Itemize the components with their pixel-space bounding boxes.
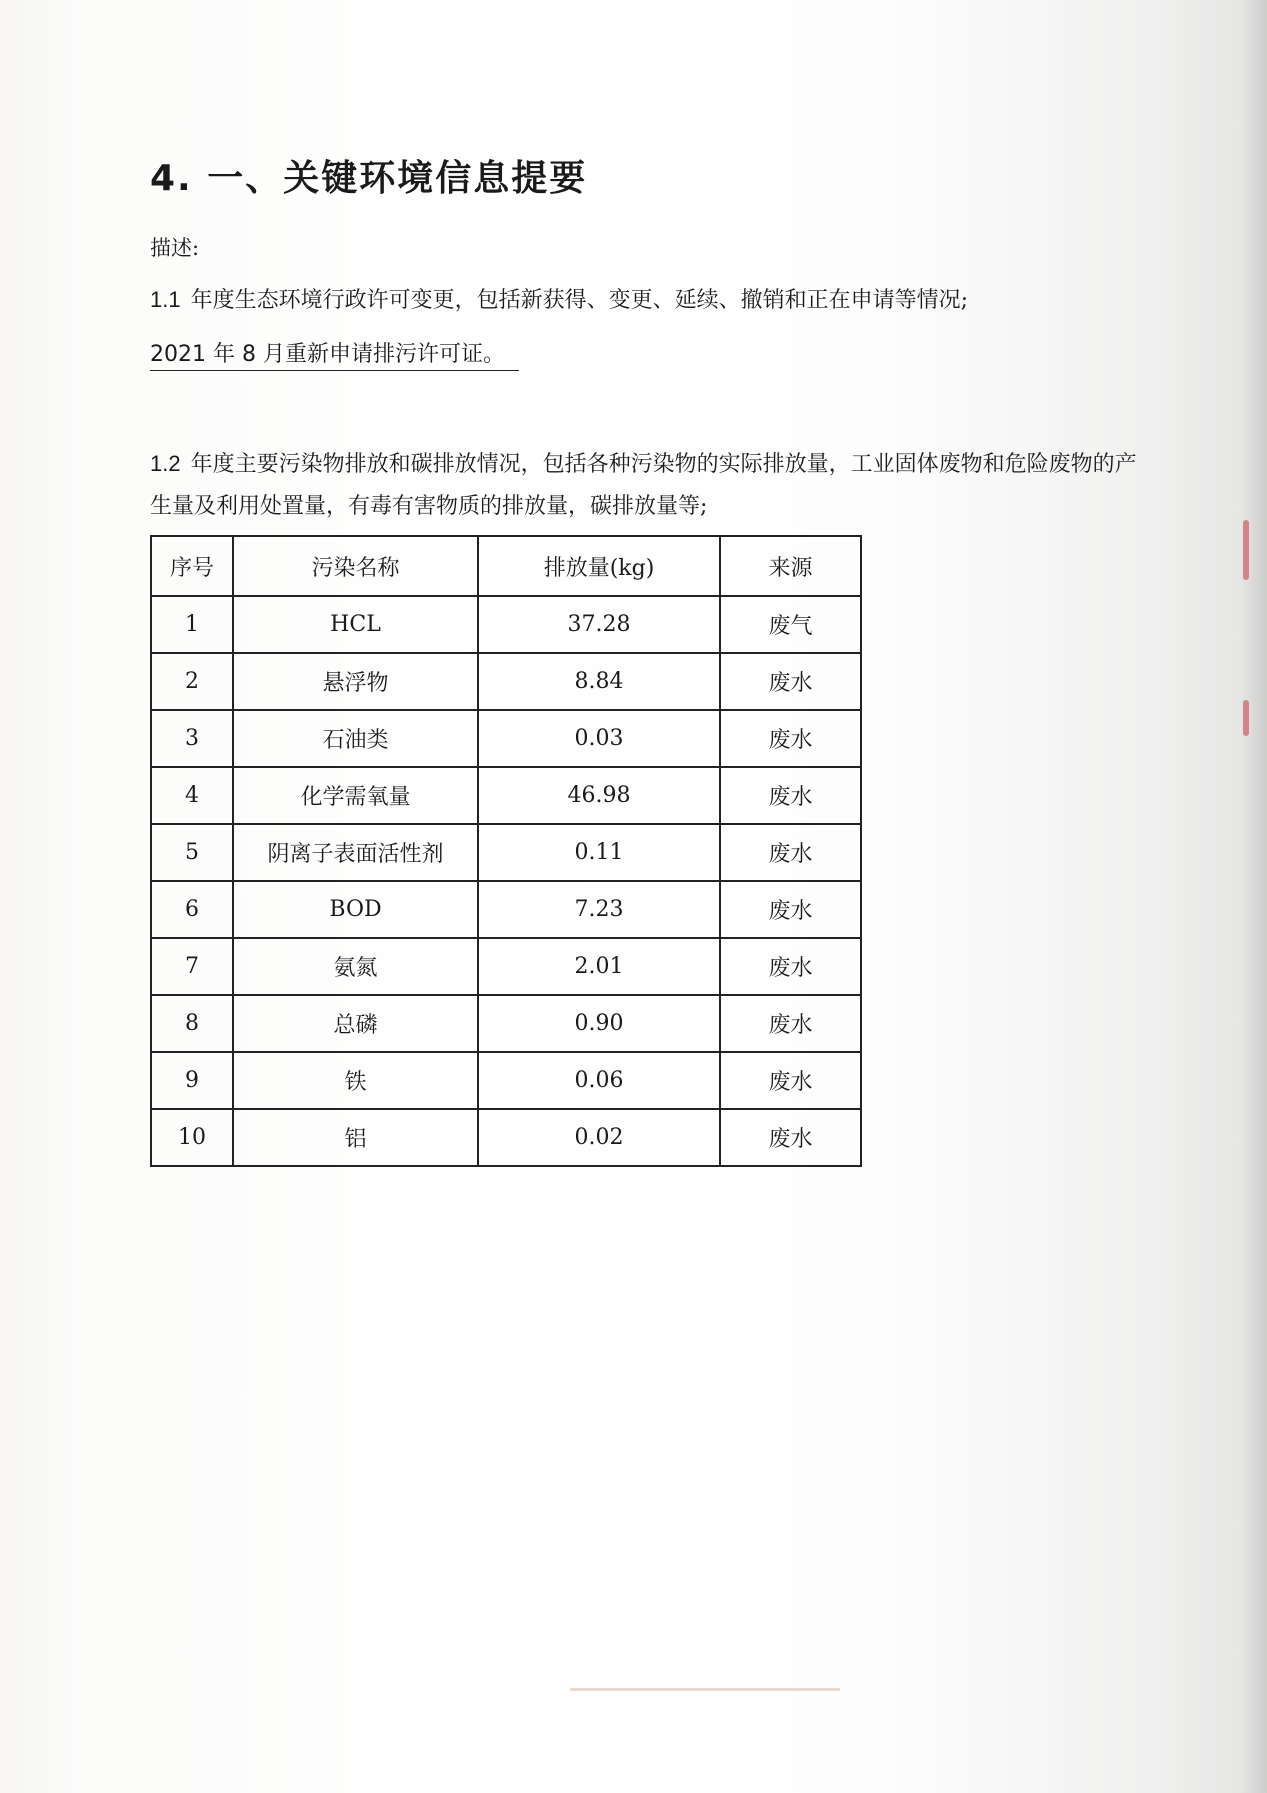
header-pollutant-name: 污染名称 (233, 536, 478, 596)
table-row (151, 1109, 861, 1166)
cell-serial-number: 7 (151, 938, 233, 995)
section-1-1-number: 1.1 (150, 287, 181, 312)
cell-emission-amount: 8.84 (478, 653, 720, 710)
page-title: 4. 一、关键环境信息提要 (150, 158, 588, 199)
cell-pollutant-name: 氨氮 (233, 938, 478, 995)
red-stamp-edge-mark (1243, 700, 1249, 736)
cell-pollutant-name: 化学需氧量 (233, 767, 478, 824)
cell-pollutant-name: 石油类 (233, 710, 478, 767)
cell-emission-amount: 0.90 (478, 995, 720, 1052)
cell-pollutant-name: HCL (233, 596, 478, 653)
cell-source: 废水 (720, 767, 861, 824)
header-emission-amount: 排放量(kg) (478, 536, 720, 596)
cell-source: 废水 (720, 653, 861, 710)
cell-serial-number: 3 (151, 710, 233, 767)
cell-emission-amount: 46.98 (478, 767, 720, 824)
page-edge-shadow (1239, 0, 1267, 1793)
cell-pollutant-name: 总磷 (233, 995, 478, 1052)
table-row (151, 938, 861, 995)
red-stamp-edge-mark (1243, 520, 1249, 580)
cell-serial-number: 5 (151, 824, 233, 881)
table-row (151, 824, 861, 881)
section-1-1-paragraph (150, 283, 968, 314)
pollutant-emissions-table (150, 535, 862, 1167)
table-row (151, 1052, 861, 1109)
section-1-1-text: 年度生态环境行政许可变更，包括新获得、变更、延续、撤销和正在申请等情况; (190, 288, 969, 313)
section-1-2-paragraph (150, 443, 1140, 528)
table-row (151, 596, 861, 653)
cell-emission-amount: 0.11 (478, 824, 720, 881)
cell-pollutant-name: 悬浮物 (233, 653, 478, 710)
table-row (151, 881, 861, 938)
cell-pollutant-name: 铁 (233, 1052, 478, 1109)
cell-serial-number: 10 (151, 1109, 233, 1166)
cell-serial-number: 2 (151, 653, 233, 710)
cell-pollutant-name: 阴离子表面活性剂 (233, 824, 478, 881)
table-header-row (151, 536, 861, 596)
table-row (151, 767, 861, 824)
cell-source: 废水 (720, 710, 861, 767)
cell-emission-amount: 0.03 (478, 710, 720, 767)
cell-emission-amount: 37.28 (478, 596, 720, 653)
cell-emission-amount: 7.23 (478, 881, 720, 938)
table-row (151, 653, 861, 710)
cell-pollutant-name: 铝 (233, 1109, 478, 1166)
section-1-1-answer: 2021 年 8 月重新申请排污许可证。 (150, 340, 519, 371)
section-1-2-text: 年度主要污染物排放和碳排放情况，包括各种污染物的实际排放量，工业固体废物和危险废物的产生量及利用处置量，有毒有害物质的排放量，碳排放量等; (150, 452, 1137, 519)
table-row (151, 995, 861, 1052)
table-row (151, 710, 861, 767)
cell-source: 废水 (720, 881, 861, 938)
cell-serial-number: 4 (151, 767, 233, 824)
cell-source: 废水 (720, 938, 861, 995)
cell-serial-number: 9 (151, 1052, 233, 1109)
cell-source: 废水 (720, 824, 861, 881)
cell-pollutant-name: BOD (233, 881, 478, 938)
header-source: 来源 (720, 536, 861, 596)
cell-source: 废水 (720, 1052, 861, 1109)
page-bottom-edge-mark (570, 1688, 840, 1691)
cell-source: 废水 (720, 1109, 861, 1166)
cell-emission-amount: 2.01 (478, 938, 720, 995)
section-1-2-number: 1.2 (150, 451, 181, 476)
cell-source: 废水 (720, 995, 861, 1052)
description-label: 描述: (150, 236, 200, 260)
cell-source: 废气 (720, 596, 861, 653)
cell-serial-number: 6 (151, 881, 233, 938)
cell-serial-number: 8 (151, 995, 233, 1052)
header-serial-number: 序号 (151, 536, 233, 596)
cell-serial-number: 1 (151, 596, 233, 653)
cell-emission-amount: 0.02 (478, 1109, 720, 1166)
cell-emission-amount: 0.06 (478, 1052, 720, 1109)
